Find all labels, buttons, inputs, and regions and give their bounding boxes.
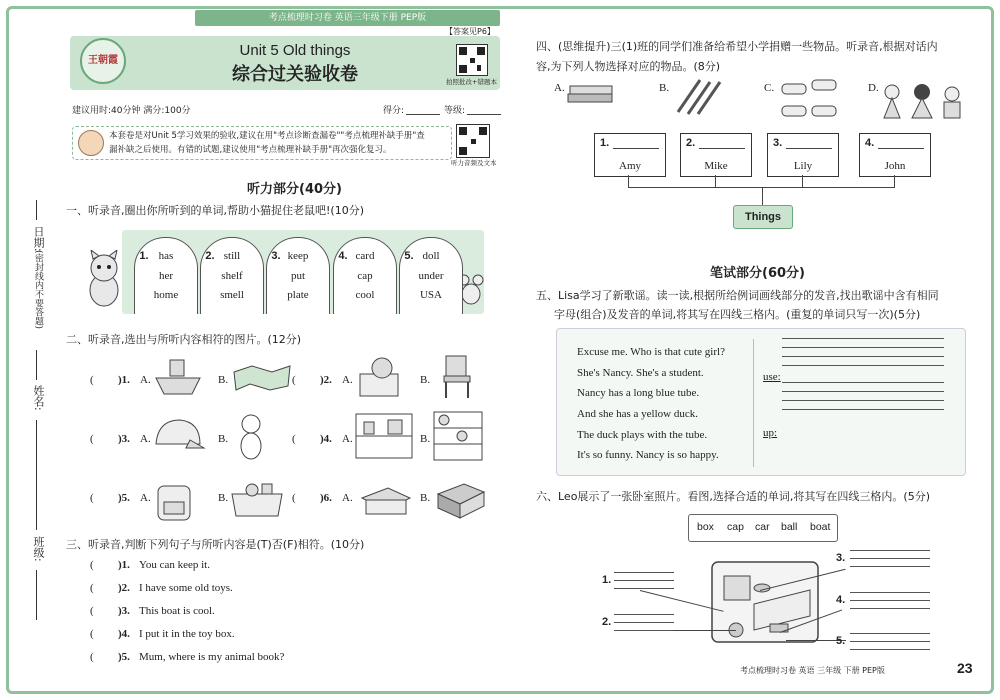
things-center-label: Things: [733, 205, 793, 229]
chant-line: The duck plays with the tube.: [577, 429, 708, 441]
shelf-icon: [354, 412, 414, 460]
writing-line[interactable]: [614, 630, 674, 631]
question-number: )1.: [118, 559, 130, 571]
chant-line: It's so funny. Nancy is so happy.: [577, 449, 719, 461]
chant-line: She's Nancy. She's a student.: [577, 367, 704, 379]
option-b-label: B.: [659, 82, 670, 94]
statement-text: You can keep it.: [139, 559, 210, 571]
qr-code-icon[interactable]: [456, 44, 488, 76]
option-a-label: A.: [342, 492, 353, 504]
writing-line[interactable]: [782, 391, 944, 392]
answer-reference: 【答案见P6】: [445, 27, 495, 36]
word-bank-item: box: [697, 521, 714, 533]
date-label: 日期:: [32, 226, 45, 252]
writing-line[interactable]: [850, 608, 930, 609]
writing-line[interactable]: [850, 633, 930, 634]
word-option[interactable]: her: [158, 270, 174, 282]
example-word-up: up:: [763, 427, 778, 439]
paper-title: 综合过关验收卷: [232, 64, 358, 85]
writing-line[interactable]: [782, 356, 944, 357]
blank-number: 4.: [836, 594, 846, 606]
writing-line[interactable]: [782, 365, 944, 366]
word-bank: [688, 514, 838, 542]
person-name: Mike: [704, 160, 728, 172]
teacher-avatar-icon: [78, 130, 104, 156]
question-3-prompt: 三、听录音,判断下列句子与所听内容是(T)否(F)相符。(10分): [66, 538, 365, 551]
dolls-icon: [880, 82, 966, 122]
word-number: 2.: [205, 250, 215, 262]
option-a-label: A.: [342, 433, 353, 445]
person-name: John: [884, 160, 906, 172]
word-option[interactable]: plate: [287, 289, 309, 301]
toy-boat-icon: [152, 356, 204, 400]
word-option[interactable]: doll: [422, 250, 440, 262]
option-a-label: A.: [140, 433, 151, 445]
time-score-info: 建议用时:40分钟 满分:100分: [72, 106, 191, 116]
grade-label: 等级:: [444, 106, 466, 116]
binding-strip: [8, 200, 52, 630]
statement-text: This boat is cool.: [139, 605, 215, 617]
writing-heading: 笔试部分(60分): [710, 266, 805, 281]
answer-bracket[interactable]: (: [90, 582, 94, 594]
word-option[interactable]: USA: [419, 289, 442, 301]
toy-shelf-icon: [432, 410, 484, 462]
option-a-label: A.: [342, 374, 353, 386]
blank-number: 2.: [602, 616, 612, 628]
question-5-prompt: 五、Lisa学习了新歌谣。读一读,根据所给例词画线部分的发音,找出歌谣中含有相同: [536, 289, 939, 302]
question-5-prompt-cont: 字母(组合)及发音的单词,将其写在四线三格内。(重复的单词只写一次)(5分): [554, 308, 921, 321]
writing-line[interactable]: [850, 592, 930, 593]
usage-notice: [72, 126, 452, 160]
answer-bracket[interactable]: (: [90, 433, 94, 445]
page-number: 23: [957, 660, 973, 676]
writing-line[interactable]: [850, 600, 930, 601]
book-on-box-icon: [358, 480, 414, 518]
person-name: Amy: [619, 160, 641, 172]
answer-line[interactable]: [699, 148, 745, 149]
cap-icon: [150, 416, 206, 456]
class-label: 班级:: [32, 536, 45, 562]
pencils-icon: [672, 76, 728, 116]
footer-text: 考点梳理时习卷 英语 三年级 下册 PEP版: [740, 666, 885, 675]
word-option[interactable]: cool: [355, 289, 375, 301]
writing-line[interactable]: [614, 614, 674, 615]
schoolbag-icon: [152, 476, 198, 522]
word-option[interactable]: smell: [220, 289, 244, 301]
publisher-logo: 王朝霞: [80, 38, 126, 84]
writing-line[interactable]: [850, 558, 930, 559]
writing-line[interactable]: [782, 347, 944, 348]
question-6-prompt: 六、Leo展示了一张卧室照片。看图,选择合适的单词,将其写在四线三格内。(5分): [536, 490, 931, 503]
person-number: 1.: [600, 137, 610, 149]
word-number: 4.: [338, 250, 348, 262]
writing-line[interactable]: [614, 622, 674, 623]
question-number: )2.: [118, 582, 130, 594]
chant-line: Nancy has a long blue tube.: [577, 387, 700, 399]
option-b-label: B.: [420, 374, 431, 386]
qr-code-icon[interactable]: [456, 124, 490, 158]
option-b-label: B.: [218, 374, 229, 386]
writing-line[interactable]: [614, 588, 674, 589]
option-a-label: A.: [554, 82, 565, 94]
answer-line[interactable]: [613, 148, 659, 149]
question-1-prompt: 一、听录音,圈出你所听到的单词,帮助小猫捉住老鼠吧!(10分): [66, 204, 364, 217]
question-number: )1.: [118, 374, 130, 386]
word-number: 5.: [404, 250, 414, 262]
word-option[interactable]: keep: [287, 250, 309, 262]
writing-line[interactable]: [850, 649, 930, 650]
word-option[interactable]: shelf: [221, 270, 243, 282]
option-a-label: A.: [140, 492, 151, 504]
person-number: 4.: [865, 137, 875, 149]
question-number: )5.: [118, 651, 130, 663]
answer-bracket[interactable]: (: [90, 374, 94, 386]
toy-cars-icon: [778, 78, 840, 124]
answer-bracket[interactable]: (: [90, 651, 94, 663]
writing-line[interactable]: [614, 580, 674, 581]
answer-bracket[interactable]: (: [90, 492, 94, 504]
question-number: )5.: [118, 492, 130, 504]
listening-heading: 听力部分(40分): [247, 182, 342, 197]
blank-number: 1.: [602, 574, 612, 586]
option-d-label: D.: [868, 82, 879, 94]
question-4-prompt: 四、(思维提升)三(1)班的同学们准备给希望小学捐赠一些物品。听录音,根据对话内: [536, 40, 938, 53]
seal-notice: (密封线内不要答题): [33, 250, 43, 330]
answer-bracket[interactable]: (: [90, 628, 94, 640]
word-bank-item: car: [755, 521, 770, 533]
answer-line[interactable]: [786, 148, 832, 149]
blank-number: 3.: [836, 552, 846, 564]
statement-text: I have some old toys.: [139, 582, 233, 594]
toy-box-icon: [228, 480, 288, 520]
question-number: )2.: [320, 374, 332, 386]
book-icon: [434, 478, 488, 520]
writing-line[interactable]: [782, 400, 944, 401]
writing-line[interactable]: [850, 566, 930, 567]
series-banner: 考点梳理时习卷 英语三年级下册 PEP版: [195, 10, 500, 26]
notice-line: 漏补缺之后使用。有错的试题,建议使用"考点梳理补缺手册"再次强化复习。: [109, 145, 392, 155]
option-b-label: B.: [218, 492, 229, 504]
score-label: 得分:: [383, 106, 405, 116]
person-number: 2.: [686, 137, 696, 149]
word-bank-item: cap: [727, 521, 744, 533]
question-number: )4.: [118, 628, 130, 640]
writing-line[interactable]: [850, 641, 930, 642]
person-answer-box[interactable]: [680, 133, 752, 177]
chant-box: [556, 328, 966, 476]
question-number: )6.: [320, 492, 332, 504]
answer-bracket[interactable]: (: [292, 433, 296, 445]
person-answer-box[interactable]: [767, 133, 839, 177]
question-number: )3.: [118, 433, 130, 445]
word-number: 1.: [139, 250, 149, 262]
person-answer-box[interactable]: [594, 133, 666, 177]
example-word-use: use:: [763, 371, 781, 383]
person-number: 3.: [773, 137, 783, 149]
word-bank-item: boat: [810, 521, 831, 533]
statement-text: Mum, where is my animal book?: [139, 651, 285, 663]
word-option[interactable]: home: [153, 289, 179, 301]
name-label: 姓名:: [32, 385, 45, 411]
question-2-prompt: 二、听录音,选出与所听内容相符的图片。(12分): [66, 333, 302, 346]
word-bank-item: ball: [781, 521, 798, 533]
answer-bracket[interactable]: (: [90, 605, 94, 617]
question-number: )3.: [118, 605, 130, 617]
option-b-label: B.: [420, 492, 431, 504]
question-number: )4.: [320, 433, 332, 445]
books-icon: [566, 82, 616, 110]
map-icon: [232, 364, 292, 392]
answer-bracket[interactable]: (: [292, 492, 296, 504]
option-c-label: C.: [764, 82, 775, 94]
writing-line[interactable]: [782, 338, 944, 339]
writing-line[interactable]: [782, 382, 944, 383]
ball-in-box-icon: [356, 354, 402, 398]
word-option[interactable]: put: [290, 270, 306, 282]
person-answer-box[interactable]: [859, 133, 931, 177]
writing-line[interactable]: [614, 572, 674, 573]
chant-line: And she has a yellow duck.: [577, 408, 698, 420]
chant-line: Excuse me. Who is that cute girl?: [577, 346, 725, 358]
cat-icon: [82, 250, 126, 310]
option-b-label: B.: [218, 433, 229, 445]
word-option[interactable]: under: [418, 270, 444, 282]
qr-caption: 拍照批改+错题本: [446, 78, 497, 86]
chair-icon: [440, 354, 474, 400]
writing-line[interactable]: [850, 550, 930, 551]
notice-line: 本套卷是对Unit 5学习效果的验收,建议在用"考点诊断查漏卷""考点梳理补缺手册"查: [109, 131, 425, 141]
option-b-label: B.: [420, 433, 431, 445]
blank-number: 5.: [836, 635, 846, 647]
person-name: Lily: [793, 160, 813, 172]
unit-title: Unit 5 Old things: [239, 42, 351, 59]
qr-caption: 听力音频及文本: [451, 159, 497, 167]
question-4-prompt-cont: 容,为下列人物选择对应的物品。(8分): [536, 60, 721, 73]
word-option[interactable]: still: [223, 250, 241, 262]
answer-bracket[interactable]: (: [292, 374, 296, 386]
word-option[interactable]: cap: [357, 270, 373, 282]
word-option[interactable]: has: [158, 250, 174, 262]
statement-text: I put it in the toy box.: [139, 628, 235, 640]
writing-line[interactable]: [782, 409, 944, 410]
answer-line[interactable]: [878, 148, 924, 149]
answer-bracket[interactable]: (: [90, 559, 94, 571]
word-option[interactable]: card: [355, 250, 375, 262]
option-a-label: A.: [140, 374, 151, 386]
word-number: 3.: [271, 250, 281, 262]
bedroom-picture: [710, 560, 820, 644]
cat-icon: [236, 412, 266, 460]
